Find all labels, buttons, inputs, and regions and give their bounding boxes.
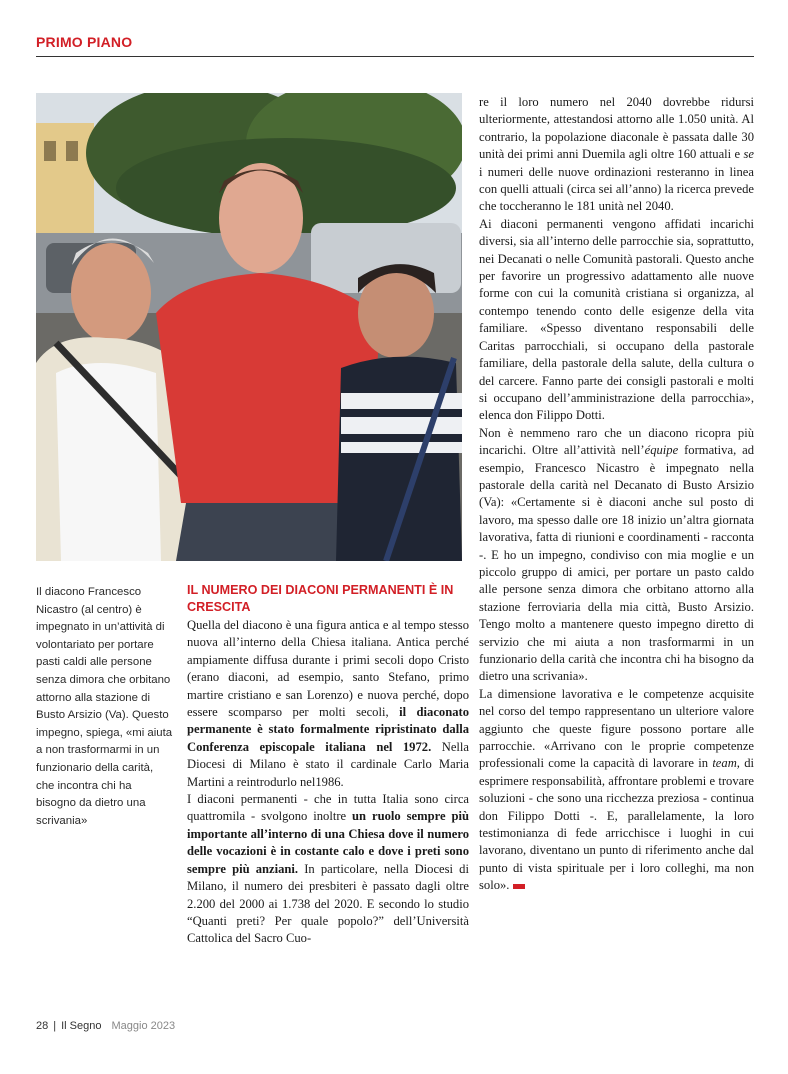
article-paragraph xyxy=(479,94,754,216)
magazine-name: Il Segno xyxy=(61,1020,102,1032)
article-column-right xyxy=(479,94,754,895)
paragraph-text: Quella del diacono è una figura antica e al tempo stesso nuova all’interno della Chiesa italiana. Antica perché ampiamente diffusa durante i primi secoli dopo Cristo (erano diaconi, ad esempio, santo Stefano, primo martire cristiano e san Lorenzo) e nuova perché, dopo essere scomparso per molti secoli, xyxy=(187,618,469,720)
page-number: 28 xyxy=(36,1020,49,1032)
italic-word: se xyxy=(743,147,754,162)
bold-highlight: un ruolo sempre più importante all’interno di una Chiesa dove il numero delle vocazioni è in costante calo e dove i preti sono sempre più anziani. xyxy=(187,809,469,876)
paragraph-text: I diaconi permanenti - che in tutta Italia sono circa quattromila - svolgono inoltre xyxy=(187,792,469,824)
paragraph-text: i numeri delle nuove ordinazioni resteranno in linea con quelli attuali (circa sei all’anno) la ricerca prevede che toccheranno le 181 unità nel 2040. xyxy=(479,164,754,214)
article-paragraph: Ai diaconi permanenti vengono affidati incarichi diversi, sia all’interno delle parrocchie sia, soprattutto, nei Decanati o nelle Comunità pastorali. Questo anche per favorire un progressivo adattamento alle nuove forme con cui la comunità cristiana si organizza, al contempo tenendo conto delle esigenze della vita familiare. «Spesso diventano responsabili delle Caritas parrocchiali, si occupano della pastorale familiare, della pastorale della salute, della cultura o del carcere. Fanno parte dei consigli pastorali e molti si occupano dell’amministrazione della parrocchia», elenca don Filippo Dotti. xyxy=(479,216,754,423)
page-footer xyxy=(36,1020,175,1032)
bold-highlight: il diaconato permanente è stato formalmente ripristinato dalla Conferenza episcopale italiana nel 1972. xyxy=(187,705,470,754)
paragraph-text: Nella Diocesi di Milano è stato il cardinale Carlo Maria Martini a reintrodurlo nel1986. xyxy=(187,739,469,789)
paragraph-text: La dimensione lavorativa e le competenze acquisite nel corso del tempo rappresentano un ulteriore valore aggiunto che queste figure possono portare alle parrocchie. «Arrivano con le proprie competenze professionali come la capacità di lavorare in xyxy=(479,686,754,771)
section-title: PRIMO PIANO xyxy=(36,34,133,50)
article-paragraph xyxy=(187,791,469,948)
paragraph-text: In particolare, nella Diocesi di Milano, il numero dei presbiteri è passato dagli oltre 2.200 del 2000 ai 1.738 del 2020. E secondo lo studio “Quanti preti? Per quale popolo?” dell’Università Cattolica del Sacro Cuo- xyxy=(187,861,469,946)
footer-separator: | xyxy=(53,1020,57,1032)
article-paragraph xyxy=(479,686,754,895)
paragraph-text: formativa, ad esempio, Francesco Nicastro è impegnato nella pastorale della carità nel Decanato di Busto Arsizio (Va): «Certamente si è diaconi anche sul posto di lavoro, ma spesso dalle ore 18 inizio un’altra giornata lavorativa, fatta di riunioni e coordinamenti - racconta -. E ho un impegno, condiviso con mia moglie e un piccolo gruppo di amici, per portare un pasto caldo alle persone senza dimora che orbitano attorno alla stazione ferroviaria della mia città, Busto Arsizio. Tengo molto a mantenere questo impegno diretto di servizio che mi aiuta a non trasformarmi in un funzionario della carità che incontra chi ha bisogno da dietro una scrivania». xyxy=(479,443,755,684)
article-subheading: IL NUMERO DEI DIACONI PERMANENTI È IN CRESCITA xyxy=(187,583,454,614)
paragraph-text: re il loro numero nel 2040 dovrebbe ridursi ulteriormente, attestandosi attorno alle 1.050 unità. Al contrario, la popolazione diaconale è passata dalle 30 unità dei primi anni Duemila agli oltre 160 attuali e xyxy=(479,95,754,162)
article-paragraph xyxy=(187,617,469,791)
italic-word: team, xyxy=(712,756,740,771)
photo-caption: Il diacono Francesco Nicastro (al centro) è impegnato in un’attività di volontariato per portare pasti caldi alle persone senza dimora che orbitano attorno alla stazione di Busto Arsizio (Va). Questo impegno, spiega, «mi aiuta a non trasformarmi in un funzionario della carità, che incontra chi ha bisogno da dietro una scrivania» xyxy=(36,586,173,827)
paragraph-text: Non è nemmeno raro che un diacono ricopra più incarichi. Oltre all’attività nell’ xyxy=(479,425,754,458)
article-paragraph xyxy=(479,425,754,686)
issue-date: Maggio 2023 xyxy=(111,1020,176,1032)
header-divider xyxy=(36,56,754,57)
article-photo xyxy=(36,93,462,561)
italic-word: équipe xyxy=(644,443,679,458)
article-end-mark xyxy=(513,884,525,889)
paragraph-text: di esprimere responsabilità, affrontare problemi e trovare soluzioni - che sono una ricchezza preziosa - continua don Filippo Dotti -. E, parallelamente, la loro testimonianza di fede arricchisce i luoghi in cui lavorano, diventano un punto di riferimento anche dal punto di vista spirituale per i loro colleghi, ma non solo». xyxy=(479,756,755,893)
article-column-middle xyxy=(187,582,469,948)
